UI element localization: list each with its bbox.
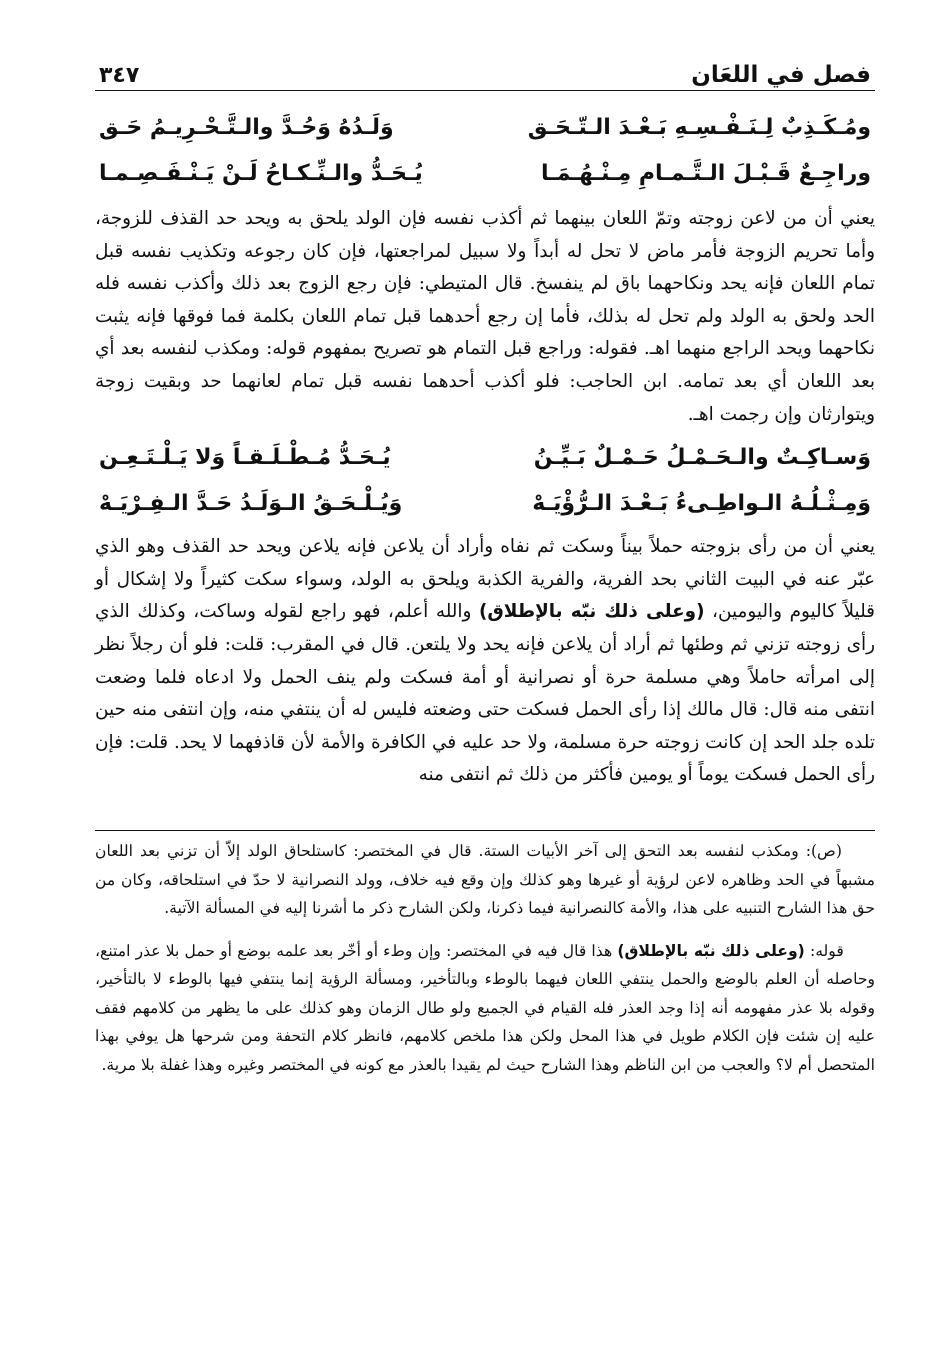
verse-hemistich-first: ومُـكَـذِبٌ لِـنَـفْـسِـهِ بَـعْـدَ الـتّـحَـق xyxy=(527,115,871,140)
chapter-title: فصل في اللعَان xyxy=(691,62,871,88)
commentary-line: حد وبقيت زوجة ويتوارثان وإن رجمت اهـ. xyxy=(95,370,875,425)
verse-hemistich-second: وَيُـلْـحَـقُ الـوَلَـدُ حَـدَّ الـفِـرْيَـهْ xyxy=(99,491,403,517)
footnote-divider xyxy=(95,830,875,831)
commentary-line: بذلك، فأما إن رجع أحدهما قبل تمام اللعان بكلمة فما فوقها فإنه يثبت نكاحهما ويحد xyxy=(95,305,875,360)
verse-line xyxy=(95,481,875,527)
verse-block-1 xyxy=(95,105,875,197)
commentary-line: يعني أن من لاعن زوجته وتمّ اللعان بينهما ثم أكذب نفسه فإن الولد يلحق به ويحد xyxy=(244,208,875,229)
commentary-line: الراجع منهما اهـ. فقوله: وراجع قبل التمام هو تصريح بمفهوم قوله: ومكذب لنفسه بعد xyxy=(120,338,770,360)
commentary-text: يعني أن من رأى بزوجته حملاً بيناً وسكت ثم نفاه وأراد أن يلاعن فإنه يلاعن ويحد حد القذف وهو الذي عبّر عنه في البيت الثاني بحد الفرية، والفرية الكذبة ويلحق به الولد، وسواء سكت كثيراً ولا إشكال أو قليلاً كاليوم واليومين، xyxy=(95,536,875,623)
footnote-text: (ص): ومكذب لنفسه بعد التحق إلى آخر الأبيات الستة. قال في المختصر: كاستلحاق الولد إلاّ أن تزني بعد اللعان مشبهاً في الحد وظاهره لاعن لرؤية أو غيرها وهو كذلك وإن وقع فيه خلاف، وولد النصرانية لا حدّ في استلحاقه، وكان من حق هذا الشارح التنبيه على هذا، والأمة كالنصرانية فيما ذكرنا، ولكن الشارح ذكر ما أشرنا إليه في المسألة الآتية. xyxy=(95,841,875,918)
verse-hemistich-first: وراجِـعٌ قَـبْـلَ الـتَّـمـامِ مِـنْـهُـمَـا xyxy=(540,161,871,186)
verse-hemistich-second: يُـحَـدُّ مُـطْـلَـقـاً وَلا يَـلْـتَـعِـن xyxy=(99,445,391,471)
page-header xyxy=(95,48,875,91)
commentary-paragraph-1 xyxy=(95,203,875,431)
footnote-1 xyxy=(95,837,875,923)
footnote-2 xyxy=(95,937,875,1080)
footnote-text: هذا قال فيه في المختصر: وإن وطء أو أخّر بعد علمه بوضع أو حمل بلا عذر امتنع، وحاصله أن العلم بالوضع والحمل ينتفي اللعان فيهما بالوطء وبالتأخير، ومسألة الرؤية إنما ينتفي فيها بالوطء لا بالتأخير، وقوله بلا عذر مفهومه أنه إذا وجد العذر فله القيام في الجميع ولو طال الزمان وهو كذلك على ما يظهر من كلامهم فقف عليه إن شئت فإن الكلام طويل في هذا المحل ولكن هذا ملخص كلامهم، فانظر كلام التحفة ومن شرحها هل يوفي بهذا المتحصل أم لا؟ والعجب من ابن الناظم وهذا الشارح حيث لم يقيدا بالعذر مع كونه في المختصر وغيره وهذا غفلة بلا مرية. xyxy=(95,941,875,1075)
verse-hemistich-second: وَلَـدُهُ وَحُـدَّ والـتَّـحْـرِيـمُ حَـق xyxy=(99,115,394,140)
verse-hemistich-first: وَسـاكِـتٌ والـحَـمْـلُ حَـمْـلٌ بَـيِّـنُ xyxy=(533,445,871,471)
verse-line xyxy=(95,151,875,197)
bold-quote: (وعلى ذلك نبّه بالإطلاق) xyxy=(478,601,705,623)
commentary-line: حد القذف للزوجة، وأما تحريم الزوجة فأمر ماض لا تحل له أبداً ولا سبيل لمراجعتها، xyxy=(95,208,875,262)
commentary-line: أي بعد اللعان أي بعد تمامه. ابن الحاجب: فلو أكذب أحدهما نفسه قبل تمام لعانهما xyxy=(95,338,875,392)
verse-hemistich-first: وَمِـثْـلُـهُ الـواطِـىءُ بَـعْـدَ الـرُّؤْيَـهْ xyxy=(532,491,871,517)
commentary-line: فإن كان رجوعه وتكذيب نفسه قبل تمام اللعان فإنه يحد ونكاحهما باق لم ينفسخ. قال xyxy=(95,240,875,295)
bold-quote: (وعلى ذلك نبّه بالإطلاق) xyxy=(617,941,805,960)
verse-line xyxy=(95,435,875,481)
verse-block-2 xyxy=(95,435,875,527)
verse-hemistich-second: يُـحَـدُّ والـنِّـكـاحُ لَـنْ يَـنْـفَـصِـمـا xyxy=(99,161,423,186)
commentary-line: المتيطي: فإن رجع الزوج بعد ذلك وأكذب نفسه فله الحد ولحق به الولد ولم تحل له xyxy=(95,273,875,327)
commentary-paragraph-2 xyxy=(95,531,875,792)
commentary-text: والله أعلم، فهو راجع لقوله وساكت، وكذلك الذي رأى زوجته تزني ثم وطئها ثم أراد أن يلاعن فإنه يحد ولا يلتعن. قال في المقرب: قلت: فلو أن رجلاً نظر إلى امرأته حاملاً وهي مسلمة حرة أو نصرانية أو أمة فسكت ولم ينف الحمل ولا ادعاه فلما وضعت انتفى منه قال: قال مالك إذا رأى الحمل فسكت حتى وضعته فليس له أن ينتفي منه، وإن انتفى منه حين تلده جلد الحد إن كانت زوجته حرة مسلمة، ولا حد عليه في الكافرة والأمة لأن قاذفهما لا يحد. قلت: فإن رأى الحمل فسكت يوماً أو يومين فأكثر من ذلك ثم انتفى منه xyxy=(95,601,875,786)
footnote-lead: قوله: xyxy=(809,941,844,960)
verse-line xyxy=(95,105,875,151)
book-page xyxy=(95,48,875,1080)
page-number: ٣٤٧ xyxy=(99,63,140,88)
